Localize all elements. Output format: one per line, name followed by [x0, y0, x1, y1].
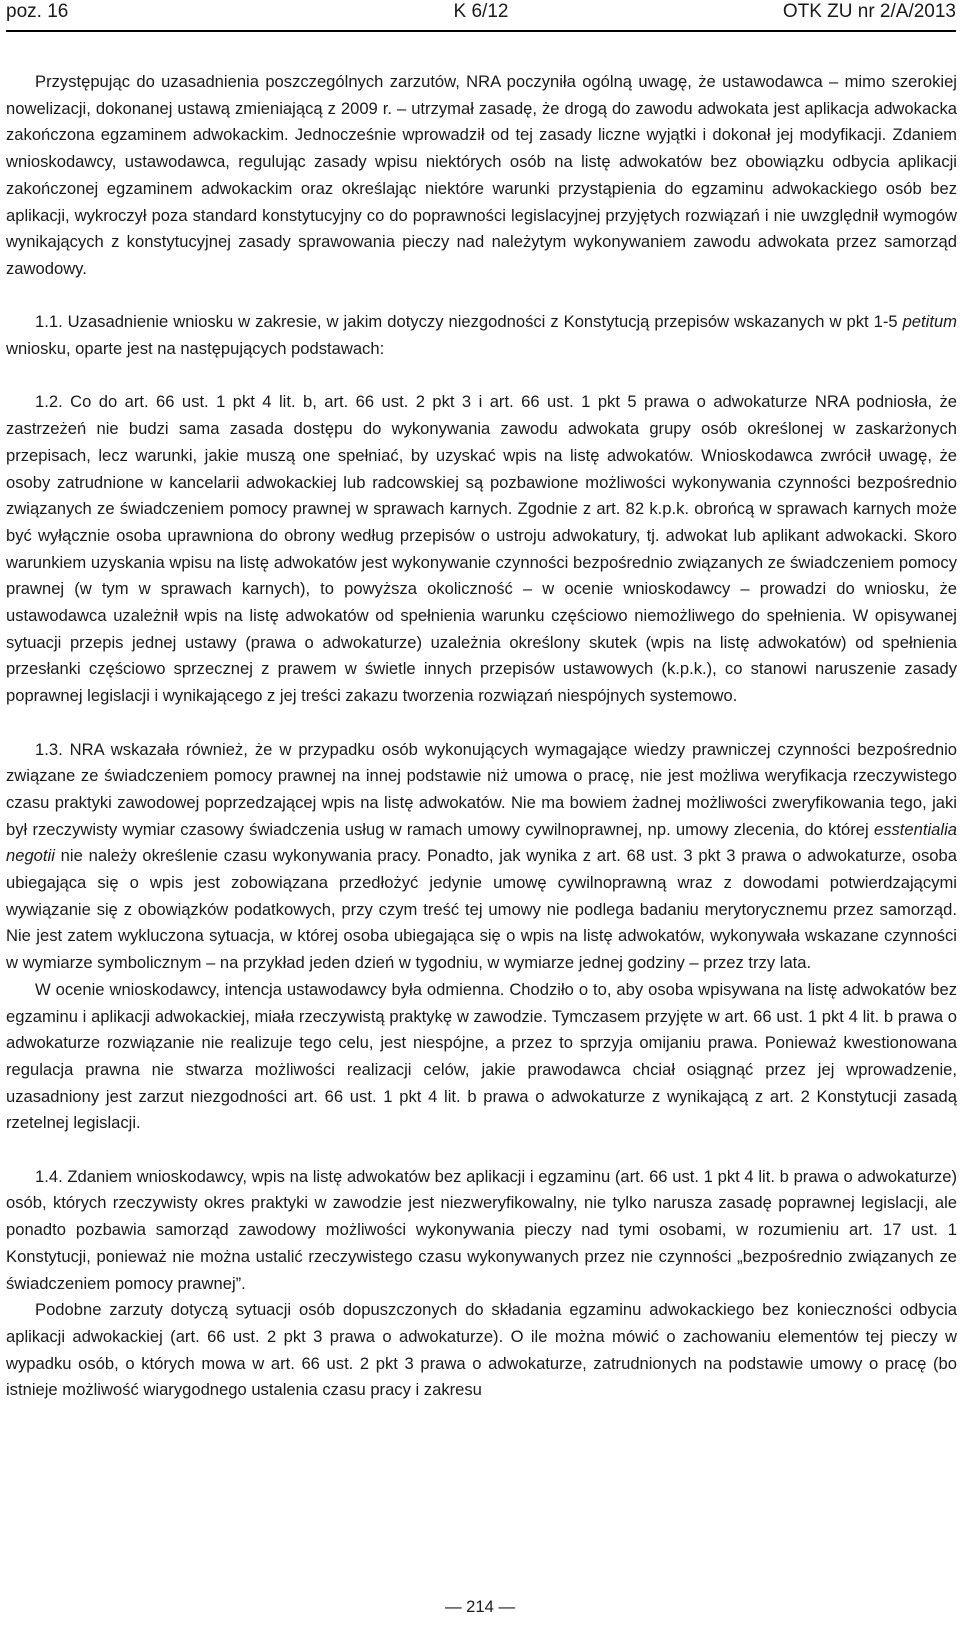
page-position-label: poz. 16: [6, 1, 69, 22]
paragraph-1-3-italic: esstentialia negotii: [6, 819, 957, 866]
paragraph-1-1-text-a: 1.1. Uzasadnienie wniosku w zakresie, w jakim dotyczy niezgodności z Konstytucją przepisów wskazanych w pkt 1-5: [35, 312, 903, 332]
paragraph-1-2: 1.2. Co do art. 66 ust. 1 pkt 4 lit. b, art. 66 ust. 2 pkt 3 i art. 66 ust. 1 pkt 5 prawa o adwokaturze NRA podniosła, że zastrzeżeń nie budzi sama zasada dostępu do wykonywania zawodu adwokata grupy osób określonej w zaskarżonych przepisach, lecz warunki, jakie muszą one spełniać, by uzyskać wpis na listę adwokatów. Wnioskodawca zwrócił uwagę, że osoby zatrudnione w kancelarii adwokackiej lub radcowskiej są pozbawione możliwości wykonywania czynności bezpośrednio związanych ze świadczeniem pomocy prawnej w sprawach karnych. Zgodnie z art. 82 k.p.k. obrońcą w sprawach karnych może być wyłącznie osoba uprawniona do obrony według przepisów o ustroju adwokatury, tj. adwokat lub aplikant adwokacki. Skoro warunkiem uzyskania wpisu na listę adwokatów jest wykonywanie czynności bezpośrednio związanych ze świadczeniem pomocy prawnej (w tym w sprawach karnych), to powyższa okoliczność – w ocenie wnioskodawcy – prowadzi do wniosku, że ustawodawca uzależnił wpis na listę adwokatów od spełnienia warunku częściowo niemożliwego do spełnienia. W opisywanej sytuacji przepis jednej ustawy (prawa o adwokaturze) uzależnia określony skutek (wpis na listę adwokatów) od spełnienia przesłanki częściowo sprzecznej z prawem w świetle innych przepisów ustawowych (k.p.k.), co stanowi naruszenie zasady poprawnej legislacji i wynikającego z jej treści zakazu tworzenia rozwiązań niespójnych systemowo.: [6, 392, 957, 706]
paragraph-1-1-italic: petitum: [902, 312, 957, 332]
paragraph-1-4-continuation: Podobne zarzuty dotyczą sytuacji osób dopuszczonych do składania egzaminu adwokackiego bez konieczności odbycia aplikacji adwokackiej (art. 66 ust. 2 pkt 3 prawa o adwokaturze). O ile można mówić o zachowaniu elementów tej pieczy w wypadku osób, o których mowa w art. 66 ust. 2 pkt 3 prawa o adwokaturze, zatrudnionych na podstawie umowy o pracę (bo istnieje możliwość wiarygodnego ustalenia czasu pracy i zakresu: [6, 1300, 957, 1400]
paragraph-1-3-continuation: W ocenie wnioskodawcy, intencja ustawodawcy była odmienna. Chodziło o to, aby osoba wpisywana na listę adwokatów bez egzaminu i aplikacji adwokackiej, miała rzeczywistą praktykę w zawodzie. Tymczasem przyjęte w art. 66 ust. 1 pkt 4 lit. b prawa o adwokaturze rozwiązanie nie realizuje tego celu, jest niespójne, a przez to sprzyja omijaniu prawa. Ponieważ kwestionowana regulacja prawna nie stwarza możliwości realizacji celów, jakie prawodawca chciał osiągnąć przez jej wprowadzenie, uzasadniony jest zarzut niezgodności art. 66 ust. 1 pkt 4 lit. b prawa o adwokaturze z wynikającą z art. 2 Konstytucji zasadą rzetelnej legislacji.: [6, 979, 957, 1133]
intro-paragraph: Przystępując do uzasadnienia poszczególnych zarzutów, NRA poczyniła ogólną uwagę, że ustawodawca – mimo szerokiej nowelizacji, dokonanej ustawą zmieniającą z 2009 r. – utrzymał zasadę, że drogą do zawodu adwokata jest aplikacja adwokacka zakończona egzaminem adwokackim. Jednocześnie wprowadził od tej zasady liczne wyjątki i dokonał jej modyfikacji. Zdaniem wnioskodawcy, ustawodawca, regulując zasady wpisu niektórych osób na listę adwokatów bez obowiązku odbycia aplikacji zakończonej egzaminem adwokackim oraz określając niektóre warunki przystąpienia do egzaminu adwokackiego osób bez aplikacji, wykroczył poza standard konstytucyjny co do poprawności legislacyjnej przyjętych rozwiązań i nie uwzględnił wymogów wynikających z konstytucyjnej zasady sprawowania pieczy nad należytym wykonywaniem zawodu adwokata przez samorząd zawodowy.: [6, 72, 957, 278]
page-number: — 214 —: [444, 1597, 516, 1616]
page-header: [6, 0, 956, 32]
paragraph-1-3-text-a: 1.3. NRA wskazała również, że w przypadku osób wykonujących wymagające wiedzy prawniczej czynności bezpośrednio związane ze świadczeniem pomocy prawnej na innej podstawie niż umowa o pracę, nie jest możliwa weryfikacja rzeczywistego czasu praktyki zawodowej poprzedzającej wpis na listę adwokatów. Nie ma bowiem żadnej możliwości zweryfikowania tego, jaki był rzeczywisty wymiar czasowy świadczenia usług w ramach umowy cywilnoprawnej, np. umowy zlecenia, do której: [6, 739, 957, 839]
paragraph-1-1-text-b: wniosku, oparte jest na następujących podstawach:: [6, 339, 385, 359]
document-body: [6, 69, 957, 1404]
paragraph-1-4: 1.4. Zdaniem wnioskodawcy, wpis na listę adwokatów bez aplikacji i egzaminu (art. 66 ust. 1 pkt 4 lit. b prawa o adwokaturze) osób, których rzeczywisty okres praktyki w zawodzie jest niezweryfikowalny, nie tylko narusza zasadę poprawnej legislacji, ale ponadto pozbawia samorząd zawodowy możliwości wykonywania pieczy nad tymi osobami, w rozumieniu art. 17 ust. 1 Konstytucji, ponieważ nie można ustalić rzeczywistego czasu wykonywanych przez nie czynności „bezpośrednio związanych ze świadczeniem pomocy prawnej”.: [6, 1166, 957, 1293]
journal-reference: OTK ZU nr 2/A/2013: [782, 1, 956, 22]
paragraph-1-1: [6, 309, 957, 362]
page-footer: [0, 1597, 960, 1617]
paragraph-1-3: [6, 737, 957, 977]
paragraph-1-3-text-b: nie należy określenie czasu wykonywania pracy. Ponadto, jak wynika z art. 68 ust. 3 pkt 3 prawa o adwokaturze, osoba ubiegająca się o wpis jest zobowiązana przedłożyć jedynie umowę cywilnoprawną wraz z dowodami potwierdzającymi wywiązanie się z obowiązków podatkowych, przy czym treść tej umowy nie podlega badaniu merytorycznemu przez samorząd. Nie jest zatem wykluczona sytuacja, w której osoba ubiegająca się o wpis na listę adwokatów, wykonywała wskazane czynności w wymiarze symbolicznym – na przykład jeden dzień w tygodniu, w wymiarze jednej godziny – przez trzy lata.: [6, 846, 957, 973]
case-number: K 6/12: [453, 1, 509, 22]
